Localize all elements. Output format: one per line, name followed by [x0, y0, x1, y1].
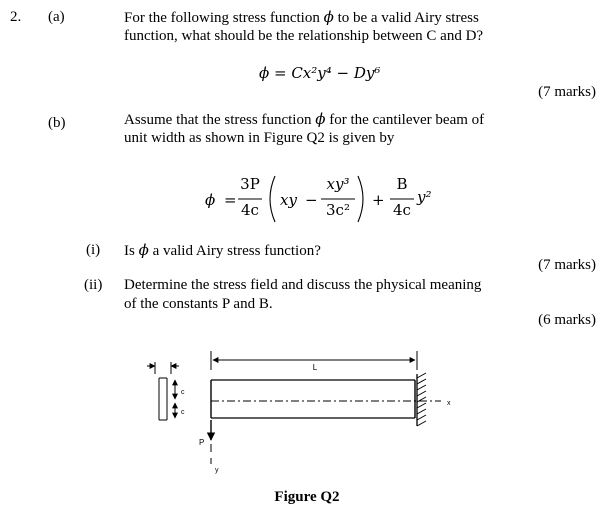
eq-equals: = [224, 191, 237, 209]
eq-y2: y² [417, 188, 432, 206]
sub-ii-text-line2: of the constants P and B. [124, 296, 273, 312]
eq-frac2-num: xy³ [326, 175, 350, 193]
hatch-line [417, 385, 426, 390]
hatch-line [417, 373, 426, 378]
eq-phi: ϕ [205, 191, 216, 209]
hatch-line [417, 415, 426, 420]
eq-right-paren [358, 176, 363, 222]
part-a-label: (a) [48, 9, 65, 25]
label-L: L [312, 363, 318, 372]
sub-i-text: Is ϕ a valid Airy stress function? [124, 241, 321, 259]
part-b-equation [200, 168, 460, 226]
label-x: x [447, 400, 451, 407]
sub-ii-label: (ii) [84, 277, 103, 293]
phi-symbol: ϕ [323, 8, 334, 26]
eq-frac2-den: 3c² [326, 201, 350, 219]
label-y: y [215, 467, 219, 474]
part-b-text-line2: unit width as shown in Figure Q2 is given by [124, 130, 395, 146]
eq-minus: − [305, 191, 318, 209]
phi-symbol: ϕ [138, 241, 149, 259]
eq-frac1-num: 3P [240, 175, 260, 193]
part-a-text-line2: function, what should be the relationship between C and D? [124, 28, 484, 44]
label-P: P [199, 438, 205, 447]
eq-frac3-num: B [396, 175, 408, 193]
part-a-text-line1: For the following stress function ϕ to be a valid Airy stress [124, 8, 479, 26]
eq-left-paren [270, 176, 275, 222]
hatch-line [417, 409, 426, 414]
figure-caption: Figure Q2 [274, 489, 340, 505]
sub-i-marks: (7 marks) [538, 257, 596, 273]
part-a-equation: ϕ = Cx²y⁴ − Dy⁶ [259, 64, 381, 82]
hatch-line [417, 379, 426, 384]
sub-i-label: (i) [86, 242, 101, 258]
sub-ii-marks: (6 marks) [538, 312, 596, 328]
part-a-marks: (7 marks) [538, 84, 596, 100]
eq-frac3-den: 4c [393, 201, 411, 219]
eq-plus: + [372, 191, 385, 209]
eq-xy: xy [280, 191, 297, 209]
wall-hatching [417, 373, 426, 426]
hatch-line [417, 391, 426, 396]
figure-q2-cantilever-beam [145, 348, 465, 482]
eq-frac1-den: 4c [241, 201, 259, 219]
part-b-text-line1: Assume that the stress function ϕ for the cantilever beam of [124, 110, 485, 128]
part-b-label: (b) [48, 115, 66, 131]
label-c-bottom: c [181, 409, 185, 416]
sub-ii-text-line1: Determine the stress field and discuss the physical meaning [124, 277, 482, 293]
label-c-top: c [181, 389, 185, 396]
phi-symbol: ϕ [315, 110, 326, 128]
hatch-line [417, 403, 426, 408]
question-number: 2. [10, 9, 22, 25]
hatch-line [417, 421, 426, 426]
